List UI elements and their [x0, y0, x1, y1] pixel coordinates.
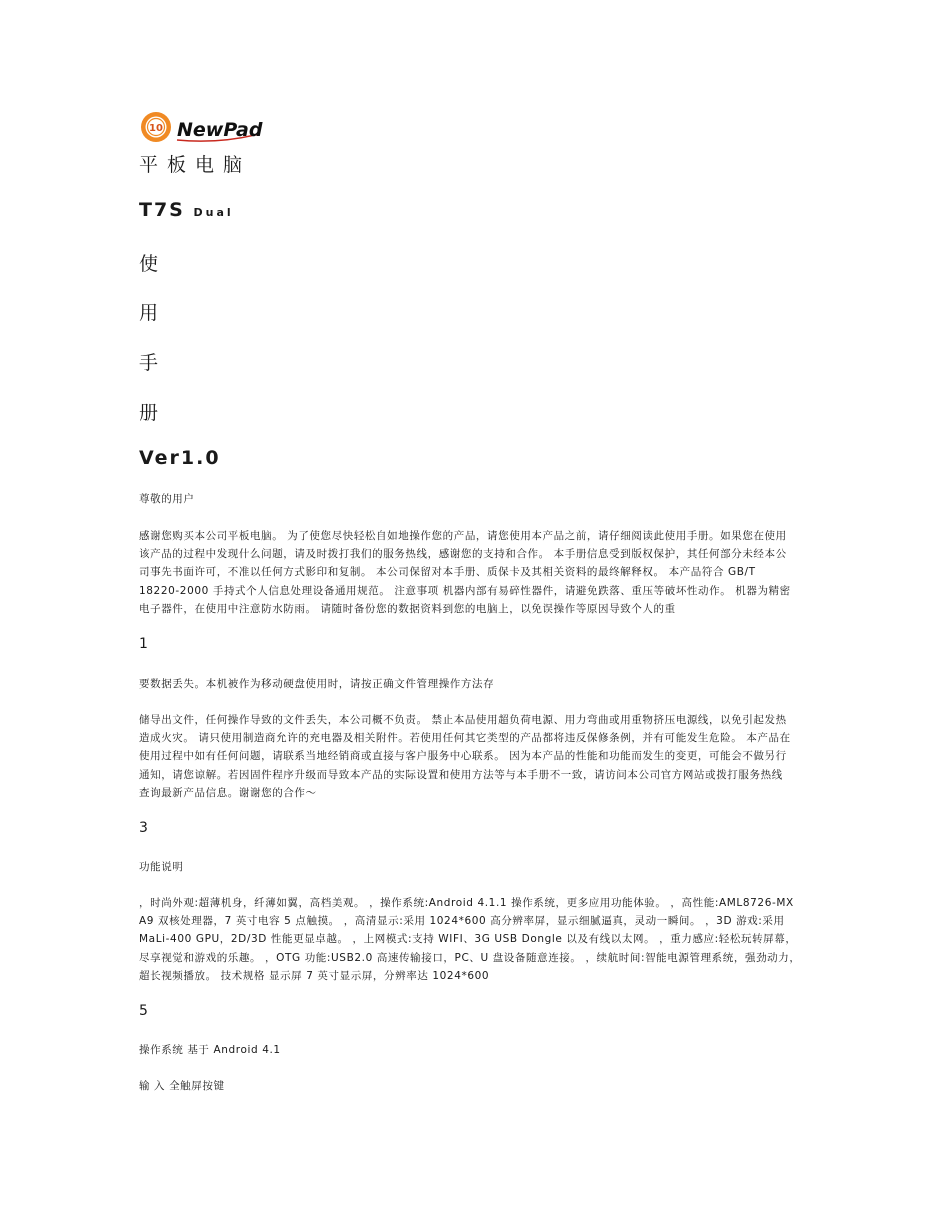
newpad-logo [139, 110, 263, 144]
feature-line: 尽享视觉和游戏的乐趣。 ，OTG 功能:USB2.0 高速传输接口，PC、U 盘设备随意连接。 ，续航时间:智能电源管理系统，强劲动力， [139, 951, 801, 964]
page-number-1: 1 [139, 636, 148, 652]
feature-line: MaLi-400 GPU，2D/3D 性能更显卓越。 ，上网模式:支持 WIFI、3G USB Dongle 以及有线以太网。 ，重力感应:轻松玩转屏幕， [139, 933, 797, 946]
storage-line: 使用过程中如有任何问题，请联系当地经销商或直接与客户服务中心联系。 因为本产品的性能和功能而发生的变更，可能会不做另行 [139, 750, 787, 763]
model-suffix: Dual [193, 206, 234, 219]
manual-char-4: 册 [139, 402, 159, 424]
storage-line: 储导出文件，任何操作导致的文件丢失，本公司概不负责。 禁止本品使用超负荷电源、用力弯曲或用重物挤压电源线，以免引起发热 [139, 714, 787, 726]
intro-line: 18220-2000 手持式个人信息处理设备通用规范。 注意事项 机器内部有易碎性器件，请避免跌落、重压等破坏性动作。 机器为精密 [139, 584, 791, 597]
greeting: 尊敬的用户 [139, 493, 195, 505]
model-main: T7S [139, 199, 185, 221]
manual-char-2: 用 [139, 302, 159, 324]
os-spec-line: 操作系统 基于 Android 4.1 [139, 1044, 281, 1056]
storage-paragraph [139, 711, 809, 802]
storage-line: 查询最新产品信息。谢谢您的合作～ [139, 786, 317, 799]
manual-char-3: 手 [139, 352, 159, 374]
input-spec-line: 输 入 全触屏按键 [139, 1080, 225, 1092]
version-label: Ver1.0 [139, 447, 221, 469]
feature-line: A9 双核处理器，7 英寸电容 5 点触摸。 ，高清显示:采用 1024*600 高分辨率屏，显示细腻逼真，灵动一瞬间。 ，3D 游戏:采用 [139, 915, 785, 928]
feature-heading: 功能说明 [139, 861, 184, 873]
intro-line: 感谢您购买本公司平板电脑。 为了使您尽快轻松自如地操作您的产品，请您使用本产品之前，请仔细阅读此使用手册。如果您在使用 [139, 530, 787, 542]
logo-brand-text: NewPad [177, 119, 263, 141]
product-title: 平板电脑 [139, 154, 252, 176]
feature-paragraph [139, 894, 809, 985]
data-loss-line: 要数据丢失。本机被作为移动硬盘使用时，请按正确文件管理操作方法存 [139, 678, 495, 690]
intro-paragraph [139, 527, 809, 618]
intro-line: 电子器件，在使用中注意防水防雨。 请随时备份您的数据资料到您的电脑上，以免误操作等原因导致个人的重 [139, 602, 676, 615]
page-number-5: 5 [139, 1003, 148, 1019]
storage-line: 造成火灾。 请只使用制造商允许的充电器及相关附件。若使用任何其它类型的产品都将违反保修条例，并有可能发生危险。 本产品在 [139, 732, 791, 745]
logo-badge-number: 10 [149, 123, 163, 134]
feature-line: ，时尚外观:超薄机身，纤薄如翼，高档美观。 ，操作系统:Android 4.1.1 操作系统，更多应用功能体验。 ，高性能:AML8726-MX [139, 897, 794, 909]
page-number-3: 3 [139, 820, 148, 836]
feature-line: 超长视频播放。 技术规格 显示屏 7 英寸显示屏，分辨率达 1024*600 [139, 969, 490, 982]
model-name [139, 199, 234, 221]
manual-char-1: 使 [139, 253, 159, 275]
intro-line: 司事先书面许可，不准以任何方式影印和复制。 本公司保留对本手册、质保卡及其相关资料的最终解释权。 本产品符合 GB/T [139, 566, 756, 579]
storage-line: 通知，请您谅解。若因固件程序升级而导致本产品的实际设置和使用方法等与本手册不一致，请访问本公司官方网站或拨打服务热线 [139, 768, 783, 781]
intro-line: 该产品的过程中发现什么问题，请及时拨打我们的服务热线，感谢您的支持和合作。 本手册信息受到版权保护，其任何部分未经本公 [139, 548, 787, 561]
